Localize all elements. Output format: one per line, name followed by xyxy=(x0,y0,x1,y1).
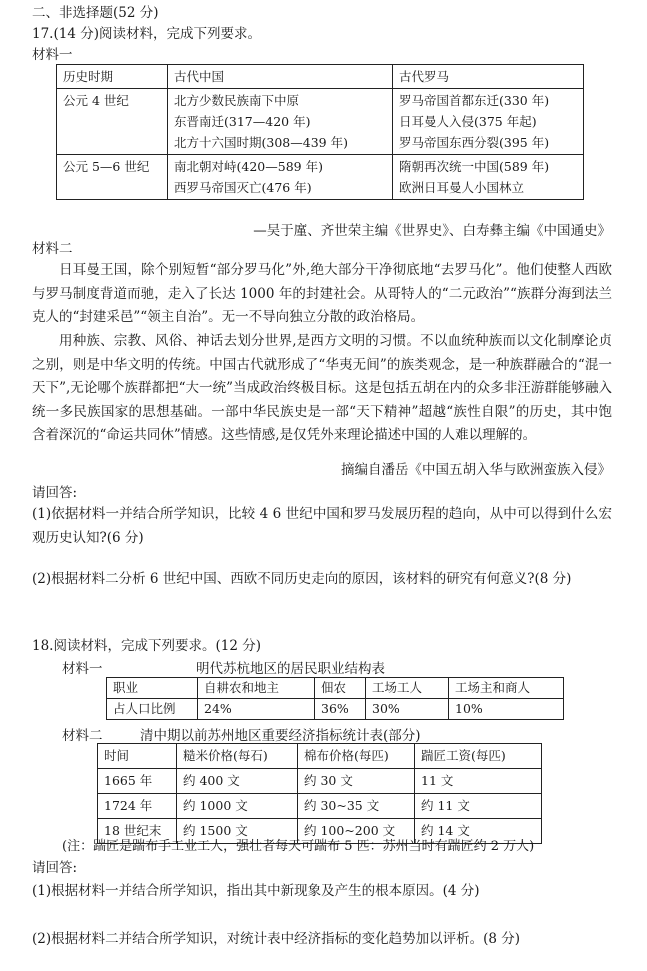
table-row xyxy=(57,155,584,200)
q17-ask-label: 请回答: xyxy=(32,485,78,501)
table-cell: 30% xyxy=(366,699,449,720)
table-cell: 约 1500 文 xyxy=(177,819,298,844)
q18-ask-label: 请回答: xyxy=(32,860,78,876)
cell-line: 罗马帝国首都东迁(330 年) xyxy=(399,93,550,108)
table-row xyxy=(57,89,584,155)
cell-line: 东晋南迁(317—420 年) xyxy=(174,114,311,129)
table-cell: 约 30 文 xyxy=(298,769,415,794)
table-cell: 1665 年 xyxy=(98,769,177,794)
table-cell: 11 文 xyxy=(415,769,542,794)
table-header-cell: 历史时期 xyxy=(57,65,168,89)
table-cell: 约 400 文 xyxy=(177,769,298,794)
q18-table2-title: 清中期以前苏州地区重要经济指标统计表(部分) xyxy=(140,728,421,744)
rome-cell xyxy=(393,155,584,200)
q17-header: 17.(14 分)阅读材料，完成下列要求。 xyxy=(32,26,261,42)
cell-line: 日耳曼人入侵(375 年起) xyxy=(399,114,537,129)
table-cell: 1724 年 xyxy=(98,794,177,819)
period-cell: 公元 5—6 世纪 xyxy=(57,155,168,200)
rome-cell xyxy=(393,89,584,155)
cell-line: 北方少数民族南下中原 xyxy=(174,93,300,108)
q17-source1: —吴于廑、齐世荣主编《世界史》、白寿彝主编《中国通史》 xyxy=(253,223,611,239)
table-cell: 约 14 文 xyxy=(415,819,542,844)
cell-line: 欧洲日耳曼人小国林立 xyxy=(399,180,525,195)
q17-question2: (2)根据材料二分析 6 世纪中国、西欧不同历史走向的原因，该材料的研究有何意义?(8 分) xyxy=(32,571,572,587)
q18-header: 18.阅读材料，完成下列要求。(12 分) xyxy=(32,638,261,654)
table-header-cell: 职业 xyxy=(107,678,198,699)
q17-source2: 摘编自潘岳《中国五胡入华与欧洲蛮族入侵》 xyxy=(341,462,611,478)
q17-paragraph1: 日耳曼王国，除个别短暂“部分罗马化”外,绝大部分干净彻底地“去罗马化”。他们使整人西欧与罗马制度背道而驰，走入了长达 1000 年的封建社会。从哥特人的“二元政治”“族群分海到法兰克人的“封建采邑”“领主自治”。无一不导向独立分散的政治格局。 xyxy=(32,262,612,325)
table-row xyxy=(98,769,542,794)
cell-line: 西罗马帝国灭亡(476 年) xyxy=(174,180,312,195)
table-header-cell: 工场主和商人 xyxy=(449,678,564,699)
q17-history-table xyxy=(56,64,584,200)
table-header-cell: 古代中国 xyxy=(168,65,393,89)
china-cell xyxy=(168,89,393,155)
q18-economic-table xyxy=(97,743,542,844)
q18-occupation-table xyxy=(106,677,564,720)
table-cell: 约 30~35 文 xyxy=(298,794,415,819)
table-header-cell: 佃农 xyxy=(315,678,366,699)
china-cell xyxy=(168,155,393,200)
table-cell: 10% xyxy=(449,699,564,720)
period-cell: 公元 4 世纪 xyxy=(57,89,168,155)
table-header-row xyxy=(98,744,542,769)
cell-line: 罗马帝国东西分裂(395 年) xyxy=(399,135,550,150)
table-cell: 36% xyxy=(315,699,366,720)
table-cell: 约 1000 文 xyxy=(177,794,298,819)
table-header-cell: 自耕农和地主 xyxy=(198,678,315,699)
cell-line: 南北朝对峙(420—589 年) xyxy=(174,159,323,174)
table-cell: 占人口比例 xyxy=(107,699,198,720)
table-cell: 约 11 文 xyxy=(415,794,542,819)
table-header-cell: 棉布价格(每匹) xyxy=(298,744,415,769)
table-header-cell: 踹匠工资(每匹) xyxy=(415,744,542,769)
cell-line: 隋朝再次统一中国(589 年) xyxy=(399,159,550,174)
table-cell: 24% xyxy=(198,699,315,720)
q18-question2: (2)根据材料二并结合所学知识，对统计表中经济指标的变化趋势加以评析。(8 分) xyxy=(32,931,521,947)
q18-note: (注：踹匠是踹布手工业工人，强壮者每天可踹布 5 匹：苏州当时有踹匠约 2 万人) xyxy=(62,839,535,854)
q18-material2-label: 材料二 xyxy=(62,728,103,744)
q17-material1-label: 材料一 xyxy=(32,47,73,63)
table-row xyxy=(98,794,542,819)
q18-material1-label: 材料一 xyxy=(62,661,103,677)
table-header-row xyxy=(57,65,584,89)
cell-line: 北方十六国时期(308—439 年) xyxy=(174,135,348,150)
section-title: 二、非选择题(52 分) xyxy=(32,5,159,21)
q18-question1: (1)根据材料一并结合所学知识，指出其中新现象及产生的根本原因。(4 分) xyxy=(32,883,480,899)
q18-table1-title: 明代苏杭地区的居民职业结构表 xyxy=(196,661,385,677)
table-header-cell: 古代罗马 xyxy=(393,65,584,89)
table-header-row xyxy=(107,678,564,699)
table-row xyxy=(107,699,564,720)
table-header-cell: 时间 xyxy=(98,744,177,769)
table-header-cell: 糙米价格(每石) xyxy=(177,744,298,769)
table-header-cell: 工场工人 xyxy=(366,678,449,699)
q17-paragraph2: 用种族、宗教、风俗、神话去划分世界,是西方文明的习惯。不以血统种族而以文化制摩论贞之别，则是中华文明的传统。中国古代就形成了“华夷无间”的族类观念，是一种族群融合的“混一天下”,无论哪个族群都把“大一统”当成政治终极目标。这是包括五胡在内的众多非汪游群能够融入统一多民族国家的思想基础。一部中华民族史是一部“天下精神”超越“族性自限”的历史，其中饱含着深沉的“命运共同休”情感。这些情感,是仅凭外来理论描述中国的人难以理解的。 xyxy=(32,333,612,443)
table-cell: 约 100~200 文 xyxy=(298,819,415,844)
q17-material2-label: 材料二 xyxy=(32,241,73,257)
q17-question1: (1)依据材料一并结合所学知识，比较 4 6 世纪中国和罗马发展历程的趋向，从中可以得到什么宏观历史认知?(6 分) xyxy=(32,506,612,546)
table-cell: 18 世纪末 xyxy=(98,819,177,844)
